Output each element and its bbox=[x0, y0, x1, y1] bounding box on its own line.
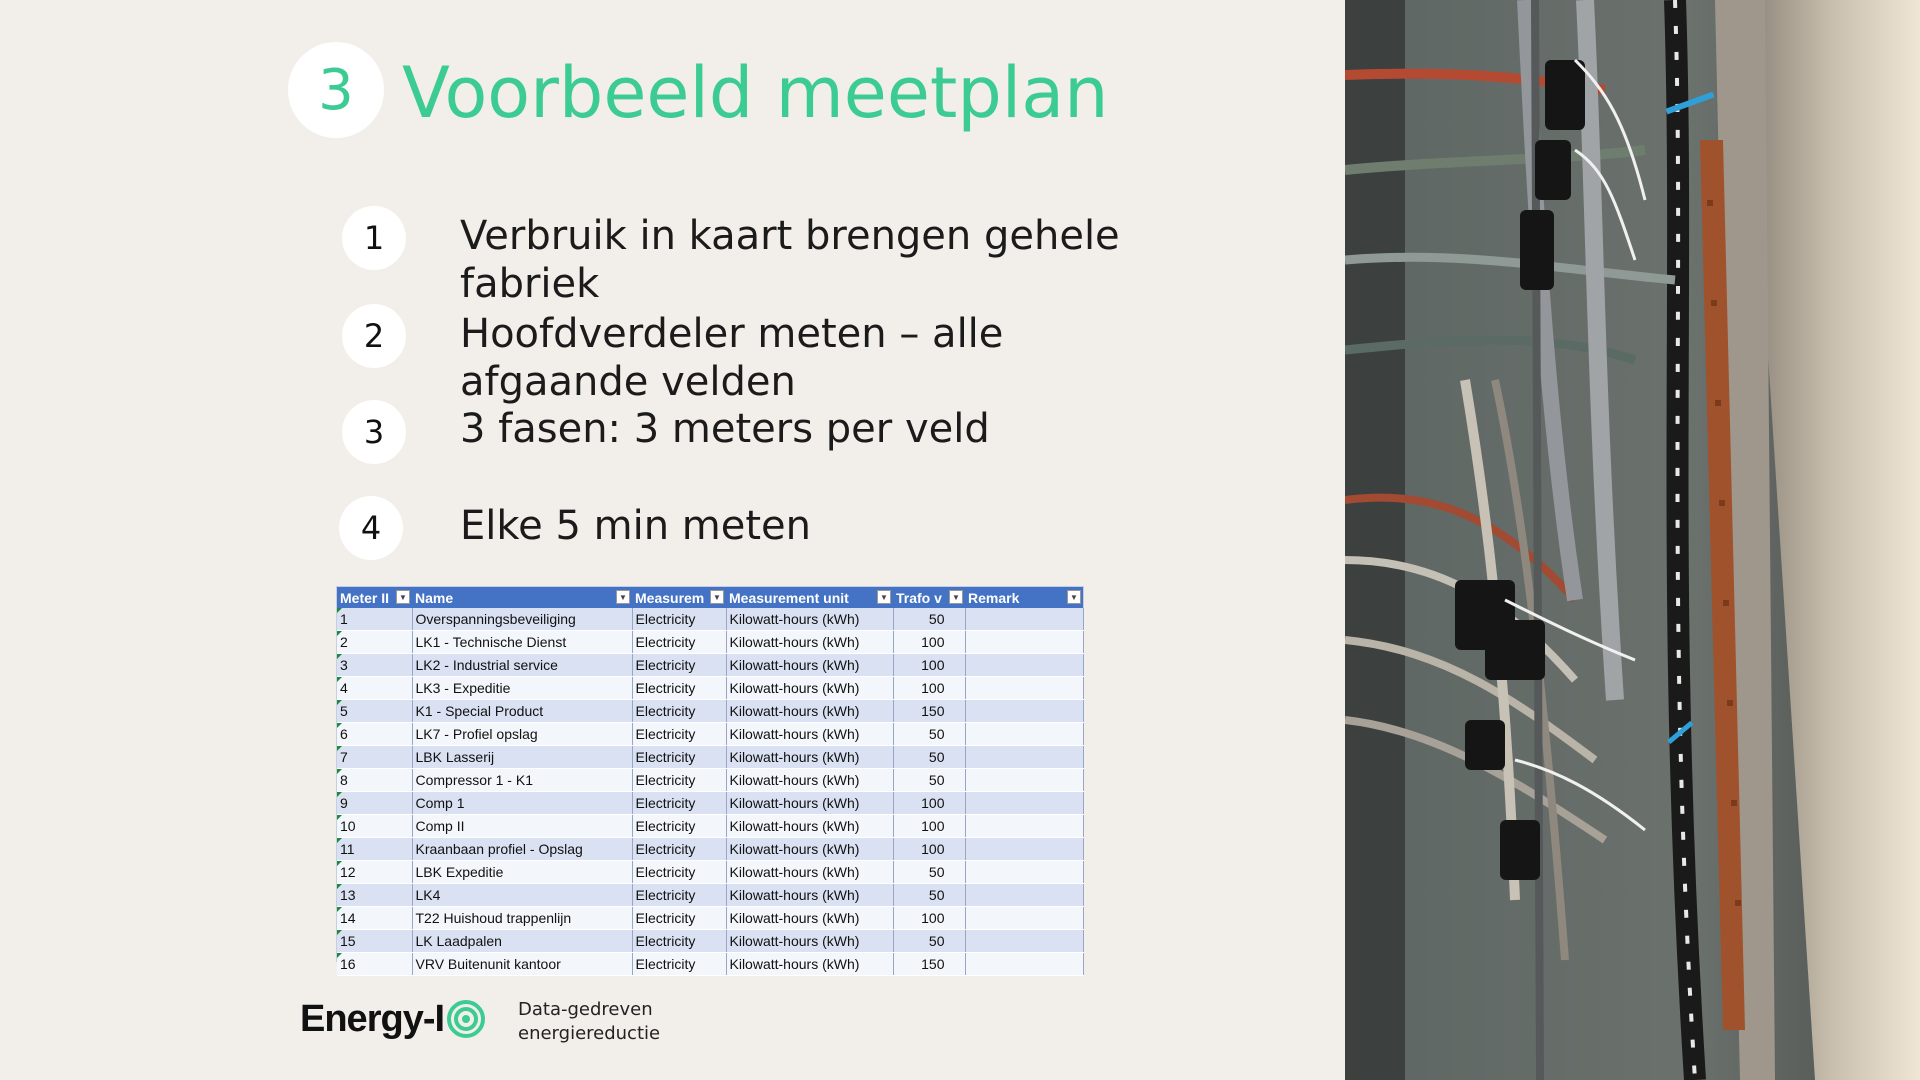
tagline-line-1: Data-gedreven bbox=[518, 999, 653, 1020]
cell-meter-id[interactable]: 16 bbox=[337, 953, 412, 976]
cell-measurement[interactable]: Electricity bbox=[632, 723, 726, 746]
cell-measurement-unit[interactable]: Kilowatt-hours (kWh) bbox=[726, 907, 893, 930]
column-header-label: Measurement unit bbox=[729, 589, 849, 606]
table-row[interactable] bbox=[337, 746, 1083, 769]
bullet-number-3: 3 bbox=[342, 400, 406, 464]
table-row[interactable] bbox=[337, 953, 1083, 976]
table-row[interactable] bbox=[337, 769, 1083, 792]
cell-measurement[interactable]: Electricity bbox=[632, 654, 726, 677]
cell-name[interactable]: Comp 1 bbox=[412, 792, 632, 815]
column-header-meter-id[interactable] bbox=[337, 587, 412, 608]
cell-measurement-unit[interactable]: Kilowatt-hours (kWh) bbox=[726, 838, 893, 861]
cell-trafo[interactable]: 50 bbox=[893, 608, 965, 631]
cell-measurement[interactable]: Electricity bbox=[632, 861, 726, 884]
cell-meter-id[interactable]: 6 bbox=[337, 723, 412, 746]
cell-name[interactable]: Kraanbaan profiel - Opslag bbox=[412, 838, 632, 861]
filter-dropdown-icon[interactable]: ▼ bbox=[396, 590, 410, 604]
table-row[interactable] bbox=[337, 677, 1083, 700]
table-row[interactable] bbox=[337, 700, 1083, 723]
cell-trafo[interactable]: 50 bbox=[893, 884, 965, 907]
cell-name[interactable]: K1 - Special Product bbox=[412, 700, 632, 723]
cell-trafo[interactable]: 150 bbox=[893, 700, 965, 723]
column-header-label: Meter II bbox=[340, 589, 390, 606]
cell-measurement-unit[interactable]: Kilowatt-hours (kWh) bbox=[726, 930, 893, 953]
cell-meter-id[interactable]: 3 bbox=[337, 654, 412, 677]
column-header-measurement-unit[interactable] bbox=[726, 587, 893, 608]
bullet-text-2: Hoofdverdeler meten – alle afgaande velden bbox=[460, 311, 1004, 405]
column-header-label: Trafo v bbox=[896, 589, 942, 606]
cell-trafo[interactable]: 50 bbox=[893, 746, 965, 769]
cell-remark[interactable] bbox=[965, 723, 1083, 746]
cell-name[interactable]: LBK Lasserij bbox=[412, 746, 632, 769]
cell-trafo[interactable]: 50 bbox=[893, 723, 965, 746]
logo-tagline bbox=[518, 998, 660, 1046]
column-header-trafo[interactable] bbox=[893, 587, 965, 608]
cell-measurement[interactable]: Electricity bbox=[632, 907, 726, 930]
cell-meter-id[interactable]: 5 bbox=[337, 700, 412, 723]
table-row[interactable] bbox=[337, 608, 1083, 631]
electrical-cabinet-photo bbox=[1345, 0, 1920, 1080]
cell-name[interactable]: LK1 - Technische Dienst bbox=[412, 631, 632, 654]
cell-measurement-unit[interactable]: Kilowatt-hours (kWh) bbox=[726, 769, 893, 792]
cell-meter-id[interactable]: 4 bbox=[337, 677, 412, 700]
cell-remark[interactable] bbox=[965, 700, 1083, 723]
table-body bbox=[337, 608, 1083, 976]
column-header-label: Measurem bbox=[635, 589, 705, 606]
slide-number-badge bbox=[288, 42, 384, 138]
cell-remark[interactable] bbox=[965, 884, 1083, 907]
table-row[interactable] bbox=[337, 631, 1083, 654]
cell-measurement[interactable]: Electricity bbox=[632, 792, 726, 815]
cell-measurement-unit[interactable]: Kilowatt-hours (kWh) bbox=[726, 861, 893, 884]
cabinet-wiring-image bbox=[1345, 0, 1920, 1080]
cell-remark[interactable] bbox=[965, 654, 1083, 677]
cell-meter-id[interactable]: 2 bbox=[337, 631, 412, 654]
cell-name[interactable]: Compressor 1 - K1 bbox=[412, 769, 632, 792]
cell-meter-id[interactable]: 10 bbox=[337, 815, 412, 838]
table-row[interactable] bbox=[337, 907, 1083, 930]
cell-remark[interactable] bbox=[965, 746, 1083, 769]
table-row[interactable] bbox=[337, 654, 1083, 677]
column-header-name[interactable] bbox=[412, 587, 632, 608]
cell-name[interactable]: LK3 - Expeditie bbox=[412, 677, 632, 700]
table-row[interactable] bbox=[337, 838, 1083, 861]
meter-table bbox=[336, 586, 1084, 972]
bullet-text-4: Elke 5 min meten bbox=[460, 503, 811, 549]
cell-meter-id[interactable]: 1 bbox=[337, 608, 412, 631]
cell-measurement[interactable]: Electricity bbox=[632, 700, 726, 723]
cell-trafo[interactable]: 100 bbox=[893, 677, 965, 700]
cell-measurement-unit[interactable]: Kilowatt-hours (kWh) bbox=[726, 746, 893, 769]
column-header-measurement[interactable] bbox=[632, 587, 726, 608]
cell-name[interactable]: LK7 - Profiel opslag bbox=[412, 723, 632, 746]
cell-measurement[interactable]: Electricity bbox=[632, 884, 726, 907]
cell-name[interactable]: LK Laadpalen bbox=[412, 930, 632, 953]
cell-remark[interactable] bbox=[965, 861, 1083, 884]
cell-trafo[interactable]: 50 bbox=[893, 861, 965, 884]
cell-trafo[interactable]: 100 bbox=[893, 907, 965, 930]
table-row[interactable] bbox=[337, 884, 1083, 907]
table-row[interactable] bbox=[337, 930, 1083, 953]
cell-name[interactable]: LK4 bbox=[412, 884, 632, 907]
cell-trafo[interactable]: 50 bbox=[893, 930, 965, 953]
cell-trafo[interactable]: 150 bbox=[893, 953, 965, 976]
filter-dropdown-icon[interactable]: ▼ bbox=[710, 590, 724, 604]
cell-measurement[interactable]: Electricity bbox=[632, 930, 726, 953]
column-header-remark[interactable] bbox=[965, 587, 1083, 608]
cell-measurement-unit[interactable]: Kilowatt-hours (kWh) bbox=[726, 792, 893, 815]
logo-wordmark: Energy-I bbox=[300, 997, 445, 1040]
bullet-number-4: 4 bbox=[339, 496, 403, 560]
cell-measurement[interactable]: Electricity bbox=[632, 746, 726, 769]
cell-name[interactable]: LBK Expeditie bbox=[412, 861, 632, 884]
logo-target-icon bbox=[446, 999, 486, 1039]
table-header-row bbox=[337, 587, 1083, 608]
cell-remark[interactable] bbox=[965, 815, 1083, 838]
cell-remark[interactable] bbox=[965, 631, 1083, 654]
cell-name[interactable]: Overspanningsbeveiliging bbox=[412, 608, 632, 631]
table-row[interactable] bbox=[337, 861, 1083, 884]
table-row[interactable] bbox=[337, 792, 1083, 815]
cell-measurement[interactable]: Electricity bbox=[632, 838, 726, 861]
cell-meter-id[interactable]: 12 bbox=[337, 861, 412, 884]
cell-meter-id[interactable]: 9 bbox=[337, 792, 412, 815]
cell-measurement[interactable]: Electricity bbox=[632, 677, 726, 700]
cell-meter-id[interactable]: 15 bbox=[337, 930, 412, 953]
cell-measurement[interactable]: Electricity bbox=[632, 815, 726, 838]
cell-meter-id[interactable]: 7 bbox=[337, 746, 412, 769]
column-header-label: Name bbox=[415, 589, 454, 606]
filter-dropdown-icon[interactable]: ▼ bbox=[949, 590, 963, 604]
cell-trafo[interactable]: 50 bbox=[893, 769, 965, 792]
cell-remark[interactable] bbox=[965, 608, 1083, 631]
cell-trafo[interactable]: 100 bbox=[893, 792, 965, 815]
slide-number: 3 bbox=[318, 57, 354, 123]
cell-measurement-unit[interactable]: Kilowatt-hours (kWh) bbox=[726, 677, 893, 700]
cell-remark[interactable] bbox=[965, 930, 1083, 953]
page-title: Voorbeeld meetplan bbox=[402, 52, 1109, 134]
cell-name[interactable]: VRV Buitenunit kantoor bbox=[412, 953, 632, 976]
cell-meter-id[interactable]: 8 bbox=[337, 769, 412, 792]
column-header-label: Remark bbox=[968, 589, 1020, 606]
table-row[interactable] bbox=[337, 723, 1083, 746]
cell-measurement-unit[interactable]: Kilowatt-hours (kWh) bbox=[726, 815, 893, 838]
cell-measurement-unit[interactable]: Kilowatt-hours (kWh) bbox=[726, 654, 893, 677]
cell-trafo[interactable]: 100 bbox=[893, 838, 965, 861]
cell-remark[interactable] bbox=[965, 769, 1083, 792]
cell-measurement-unit[interactable]: Kilowatt-hours (kWh) bbox=[726, 884, 893, 907]
cell-remark[interactable] bbox=[965, 907, 1083, 930]
bullet-number-1: 1 bbox=[342, 206, 406, 270]
cell-trafo[interactable]: 100 bbox=[893, 815, 965, 838]
tagline-line-2: energiereductie bbox=[518, 1023, 661, 1044]
energy-io-logo bbox=[300, 994, 486, 1044]
cell-meter-id[interactable]: 11 bbox=[337, 838, 412, 861]
table-row[interactable] bbox=[337, 815, 1083, 838]
filter-dropdown-icon[interactable]: ▼ bbox=[616, 590, 630, 604]
cell-remark[interactable] bbox=[965, 792, 1083, 815]
cell-measurement[interactable]: Electricity bbox=[632, 769, 726, 792]
bullet-text-1: Verbruik in kaart brengen gehele fabriek bbox=[460, 213, 1120, 307]
cell-name[interactable]: T22 Huishoud trappenlijn bbox=[412, 907, 632, 930]
cell-remark[interactable] bbox=[965, 677, 1083, 700]
cell-name[interactable]: Comp II bbox=[412, 815, 632, 838]
cell-meter-id[interactable]: 13 bbox=[337, 884, 412, 907]
bullet-text-3: 3 fasen: 3 meters per veld bbox=[460, 406, 990, 452]
cell-measurement[interactable]: Electricity bbox=[632, 953, 726, 976]
cell-measurement-unit[interactable]: Kilowatt-hours (kWh) bbox=[726, 608, 893, 631]
cell-measurement[interactable]: Electricity bbox=[632, 631, 726, 654]
cell-remark[interactable] bbox=[965, 953, 1083, 976]
cell-measurement-unit[interactable]: Kilowatt-hours (kWh) bbox=[726, 953, 893, 976]
cell-meter-id[interactable]: 14 bbox=[337, 907, 412, 930]
cell-measurement[interactable]: Electricity bbox=[632, 608, 726, 631]
cell-measurement-unit[interactable]: Kilowatt-hours (kWh) bbox=[726, 723, 893, 746]
cell-name[interactable]: LK2 - Industrial service bbox=[412, 654, 632, 677]
cell-measurement-unit[interactable]: Kilowatt-hours (kWh) bbox=[726, 631, 893, 654]
cell-trafo[interactable]: 100 bbox=[893, 654, 965, 677]
cell-remark[interactable] bbox=[965, 838, 1083, 861]
cell-trafo[interactable]: 100 bbox=[893, 631, 965, 654]
bullet-number-2: 2 bbox=[342, 304, 406, 368]
filter-dropdown-icon[interactable]: ▼ bbox=[877, 590, 891, 604]
cell-measurement-unit[interactable]: Kilowatt-hours (kWh) bbox=[726, 700, 893, 723]
filter-dropdown-icon[interactable]: ▼ bbox=[1067, 590, 1081, 604]
